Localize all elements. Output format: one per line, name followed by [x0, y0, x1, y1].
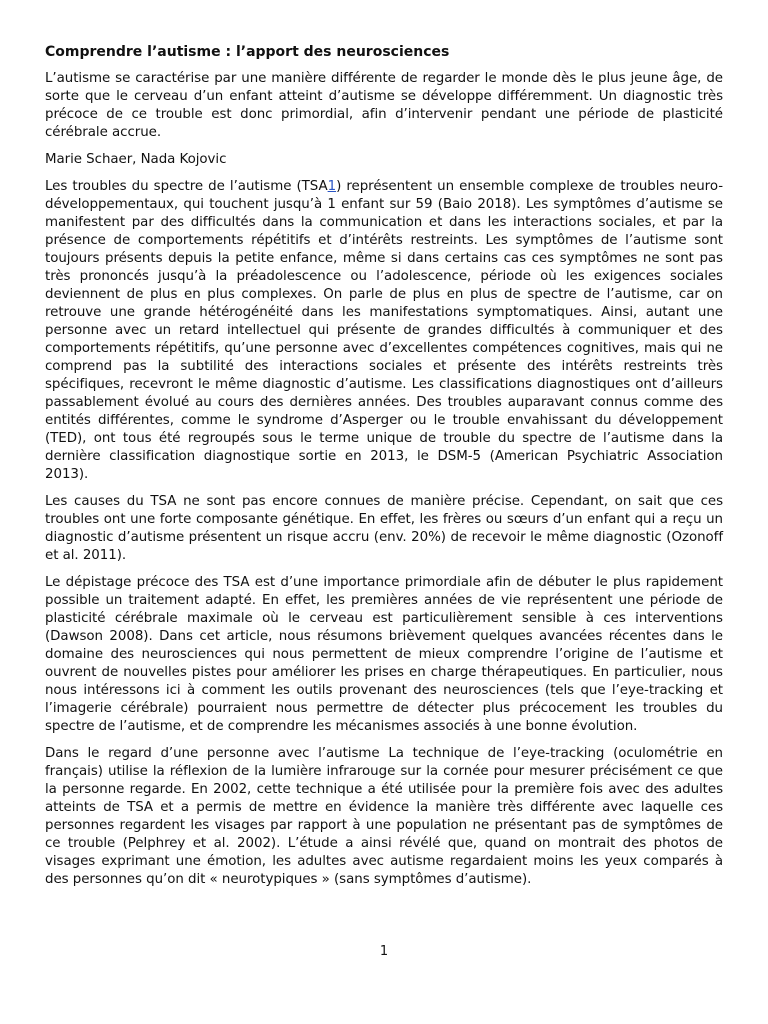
document-title: Comprendre l’autisme : l’apport des neurosciences: [45, 44, 450, 60]
paragraph-causes: Les causes du TSA ne sont pas encore connues de manière précise. Cependant, on sait que ces troubles ont une forte composante génétique. En effet, les frères ou sœurs d’un enfant qui a reçu un diagnostic d’autisme présentent un risque accru (env. 20%) de recevoir le même diagnostic (Ozonoff et al. 2011).: [45, 494, 723, 563]
paragraph-text-after-footnote: ) représentent un ensemble complexe de troubles neuro-développementaux, qui touchent jusqu’à 1 enfant sur 59 (Baio 2018). Les symptômes d’autisme se manifestent par des difficultés dans la communication et dans les interactions sociales, et par la présence de comportements répétitifs et d’intérêts restreints. Les symptômes de l’autisme sont toujours présents depuis la petite enfance, même si dans certains cas ces symptômes ne sont pas très prononcés jusqu’à la préadolescence ou l’adolescence, période où les exigences sociales deviennent de plus en plus complexes. On parle de plus en plus de spectre de l’autisme, car on retrouve une grande hétérogénéité dans les manifestations symptomatiques. Ainsi, autant une personne avec un retard intellectuel qui présente de grandes difficultés à communiquer et des comportements répétitifs, qu’une personne avec d’excellentes compétences cognitives, mais qui ne comprend pas la subtilité des interactions sociales et présente des intérêts restreints très spécifiques, recevront le même diagnostic d’autisme. Les classifications diagnostiques ont d’ailleurs passablement évolué au cours des dernières années. Des troubles auparavant connus comme des entités différentes, comme le syndrome d’Asperger ou le trouble envahissant du développement (TED), ont tous été regroupés sous le terme unique de trouble du spectre de l’autisme dans la dernière classification diagnostique sortie en 2013, le DSM-5 (American Psychiatric Association 2013).: [45, 179, 723, 482]
document-page: [45, 43, 723, 898]
footnote-link[interactable]: 1: [327, 179, 337, 194]
paragraph-early-screening: Le dépistage précoce des TSA est d’une importance primordiale afin de débuter le plus rapidement possible un traitement adapté. En effet, les premières années de vie représentent une période de plasticité cérébrale maximale où le cerveau est particulièrement sensible à ces interventions (Dawson 2008). Dans cet article, nous résumons brièvement quelques avancées récentes dans le domaine des neurosciences qui nous permettent de mieux comprendre l’origine de l’autisme et ouvrent de nouvelles pistes pour améliorer les prises en charge thérapeutiques. En particulier, nous nous intéressons ici à comment les outils provenant des neurosciences (tels que l’eye-tracking et l’imagerie cérébrale) pourraient nous permettre de détecter plus précocement les troubles du spectre de l’autisme, et de comprendre les mécanismes associés à une bonne évolution.: [45, 575, 723, 734]
paragraph-tsa-definition: [45, 178, 723, 484]
authors-line: Marie Schaer, Nada Kojovic: [45, 152, 227, 167]
intro-paragraph: L’autisme se caractérise par une manière différente de regarder le monde dès le plus jeune âge, de sorte que le cerveau d’un enfant atteint d’autisme se développe différemment. Un diagnostic très précoce de ce trouble est donc primordial, afin d’intervenir pendant une période de plasticité cérébrale accrue.: [45, 71, 723, 140]
paragraph-eye-tracking: Dans le regard d’une personne avec l’autisme La technique de l’eye-tracking (oculométrie en français) utilise la réflexion de la lumière infrarouge sur la cornée pour mesurer précisément ce que la personne regarde. En 2002, cette technique a été utilisée pour la première fois avec des adultes atteints de TSA et a permis de mettre en évidence la manière très différente avec laquelle ces personnes regardent les visages par rapport à une population ne présentant pas de symptômes de ce trouble (Pelphrey et al. 2002). L’étude a ainsi révélé que, quand on montrait des photos de visages exprimant une émotion, les adultes avec autisme regardaient moins les yeux comparés à des personnes qu’on dit « neurotypiques » (sans symptômes d’autisme).: [45, 746, 723, 887]
paragraph-text-before-footnote: Les troubles du spectre de l’autisme (TSA: [45, 179, 328, 194]
page-number: 1: [379, 944, 389, 959]
